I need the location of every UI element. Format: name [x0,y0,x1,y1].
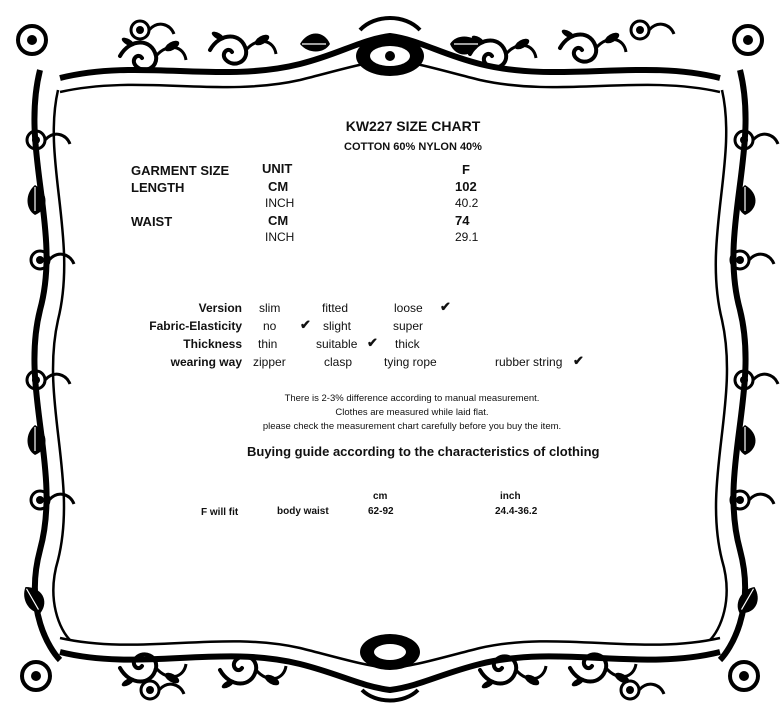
check-icon: ✔ [367,335,378,350]
check-icon: ✔ [440,299,451,314]
elasticity-option-slight: slight [323,319,352,333]
waist-unit-inch: INCH [265,230,295,244]
wearing-option-rubber-string: rubber string [495,355,563,369]
check-icon: ✔ [300,317,311,332]
fit-size-label: F will fit [201,507,239,518]
fit-cm-header: cm [373,491,388,502]
thickness-label: Thickness [183,337,242,351]
fit-inch-header: inch [500,491,521,502]
elasticity-label: Fabric-Elasticity [149,319,242,333]
note-line: please check the measurement chart carefully before you buy the item. [262,421,562,432]
waist-unit-cm: CM [268,213,289,228]
elasticity-option-no: no [263,319,277,333]
length-unit-cm: CM [268,179,289,194]
chart-title: KW227 SIZE CHART [345,118,481,134]
waist-value-cm: 74 [455,213,470,228]
note-line: Clothes are measured while laid flat. [335,407,489,418]
note-line: There is 2-3% difference according to manual measurement. [284,393,540,404]
unit-header: UNIT [262,161,293,176]
wearing-option-tying-rope: tying rope [384,355,437,369]
version-option-loose: loose [394,301,423,315]
version-label: Version [198,301,242,315]
thickness-option-thick: thick [395,337,420,351]
garment-size-header: GARMENT SIZE [131,163,230,178]
fit-range-cm: 62-92 [368,506,394,517]
elasticity-option-super: super [393,319,424,333]
check-icon: ✔ [573,353,584,368]
fit-measure-label: body waist [277,506,329,517]
waist-label: WAIST [131,214,173,229]
fit-range-inch: 24.4-36.2 [495,506,538,517]
length-unit-inch: INCH [265,196,295,210]
length-label: LENGTH [131,180,185,195]
size-f-header: F [462,162,470,177]
length-value-inch: 40.2 [455,196,479,210]
buying-guide-title: Buying guide according to the characteristics of clothing [247,444,600,459]
waist-value-inch: 29.1 [455,230,479,244]
version-option-slim: slim [259,301,281,315]
version-option-fitted: fitted [322,301,349,315]
thickness-option-suitable: suitable [316,337,358,351]
wearing-option-zipper: zipper [253,355,286,369]
length-value-cm: 102 [455,179,477,194]
thickness-option-thin: thin [258,337,278,351]
material-composition: COTTON 60% NYLON 40% [344,141,482,153]
wearing-option-clasp: clasp [324,355,353,369]
wearing-way-label: wearing way [170,355,242,369]
